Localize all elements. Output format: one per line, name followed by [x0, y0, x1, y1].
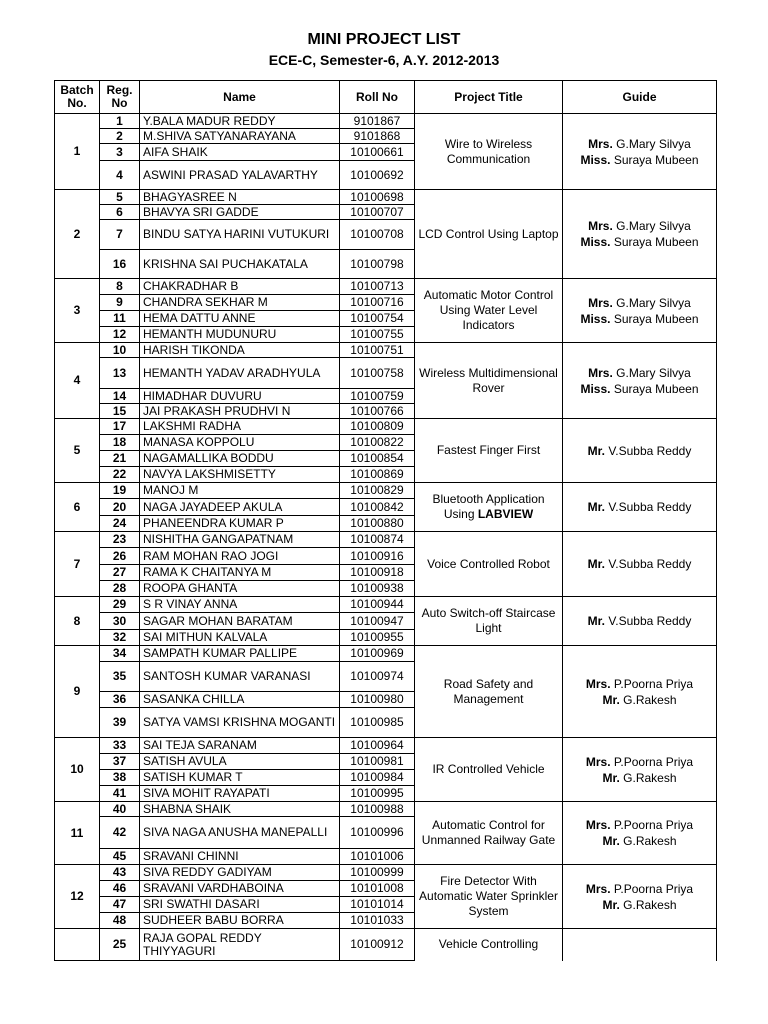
project-title-bold: LABVIEW	[477, 507, 534, 521]
project-title-text: Bluetooth Application Using	[432, 492, 545, 521]
guide-prefix: Mrs.	[585, 754, 611, 769]
student-name: SIVA REDDY GADIYAM	[140, 865, 340, 881]
batch-number: 2	[55, 190, 100, 279]
guide-line	[565, 881, 714, 897]
student-name: MANASA KOPPOLU	[140, 435, 340, 451]
guide-line	[565, 499, 714, 515]
reg-number: 38	[100, 770, 140, 786]
student-name: RAJA GOPAL REDDY THIYYAGURI	[140, 929, 340, 961]
project-title	[415, 646, 563, 738]
project-title-text: Fire Detector With Automatic Water Sprinkler System	[419, 874, 558, 918]
project-title-text: Fastest Finger First	[436, 443, 541, 457]
student-name: NAVYA LAKSHMISETTY	[140, 467, 340, 483]
batch-number: 6	[55, 483, 100, 532]
guide-prefix: Mrs.	[588, 365, 613, 380]
table-row	[55, 419, 717, 435]
roll-number: 10101006	[340, 849, 415, 865]
guide-line	[565, 770, 714, 786]
table-row	[55, 646, 717, 662]
project-table	[54, 80, 717, 961]
reg-number: 17	[100, 419, 140, 435]
roll-number: 10101008	[340, 881, 415, 897]
reg-number: 11	[100, 311, 140, 327]
roll-number: 10100944	[340, 597, 415, 613]
roll-number: 10100981	[340, 754, 415, 770]
student-name: NAGAMALLIKA BODDU	[140, 451, 340, 467]
student-name: SHABNA SHAIK	[140, 802, 340, 817]
roll-number: 10100918	[340, 565, 415, 581]
guide-name: G.Rakesh	[623, 770, 677, 785]
reg-number: 41	[100, 786, 140, 802]
reg-number: 37	[100, 754, 140, 770]
guide-line	[565, 613, 714, 629]
student-name: HIMADHAR DUVURU	[140, 389, 340, 404]
student-name: SASANKA CHILLA	[140, 692, 340, 708]
student-name: AIFA SHAIK	[140, 144, 340, 161]
guide-line	[565, 381, 714, 397]
guide-prefix: Mr.	[602, 897, 620, 912]
student-name: SRAVANI VARDHABOINA	[140, 881, 340, 897]
reg-number: 29	[100, 597, 140, 613]
table-body	[55, 114, 717, 961]
roll-number: 9101868	[340, 129, 415, 144]
roll-number: 10100716	[340, 295, 415, 311]
batch-number: 5	[55, 419, 100, 483]
guide-cell	[563, 865, 717, 929]
guide-prefix: Mr.	[587, 614, 606, 628]
roll-number: 10100999	[340, 865, 415, 881]
batch-number: 7	[55, 532, 100, 597]
roll-number: 10100980	[340, 692, 415, 708]
roll-number: 10100969	[340, 646, 415, 662]
student-name: RAM MOHAN RAO JOGI	[140, 548, 340, 565]
student-name: SANTOSH KUMAR VARANASI	[140, 662, 340, 692]
student-name: NAGA JAYADEEP AKULA	[140, 499, 340, 516]
student-name: SAMPATH KUMAR PALLIPE	[140, 646, 340, 662]
guide-name: Suraya Mubeen	[613, 152, 699, 167]
student-name: HEMANTH YADAV ARADHYULA	[140, 358, 340, 389]
reg-number: 21	[100, 451, 140, 467]
guide-prefix: Miss.	[580, 311, 611, 326]
student-name: CHAKRADHAR B	[140, 279, 340, 295]
batch-number: 1	[55, 114, 100, 190]
guide-line	[565, 234, 714, 250]
roll-number: 9101867	[340, 114, 415, 129]
batch-number: 12	[55, 865, 100, 929]
student-name: RAMA K CHAITANYA M	[140, 565, 340, 581]
guide-cell	[563, 483, 717, 532]
student-name: SAGAR MOHAN BARATAM	[140, 613, 340, 630]
guide-cell	[563, 929, 717, 961]
roll-number: 10100984	[340, 770, 415, 786]
guide-prefix: Mr.	[587, 557, 606, 571]
guide-cell	[563, 114, 717, 190]
table-row	[55, 190, 717, 205]
project-title	[415, 532, 563, 597]
table-row	[55, 597, 717, 613]
reg-number: 19	[100, 483, 140, 499]
reg-number: 33	[100, 738, 140, 754]
table-row	[55, 738, 717, 754]
student-name: HARISH TIKONDA	[140, 343, 340, 358]
student-name: BHAVYA SRI GADDE	[140, 205, 340, 220]
guide-name: Suraya Mubeen	[613, 235, 699, 249]
guide-line	[565, 311, 714, 327]
table-row	[55, 279, 717, 295]
guide-cell	[563, 279, 717, 343]
reg-number: 4	[100, 161, 140, 190]
roll-number: 10100698	[340, 190, 415, 205]
roll-number: 10100854	[340, 451, 415, 467]
reg-number: 22	[100, 467, 140, 483]
guide-prefix: Mrs.	[585, 881, 611, 896]
student-name: M.SHIVA SATYANARAYANA	[140, 129, 340, 144]
guide-cell	[563, 597, 717, 646]
reg-number: 47	[100, 897, 140, 913]
roll-number: 10100707	[340, 205, 415, 220]
reg-number: 42	[100, 817, 140, 849]
guide-line	[565, 365, 714, 381]
roll-number: 10100708	[340, 220, 415, 250]
student-name: Y.BALA MADUR REDDY	[140, 114, 340, 129]
header-reg: Reg. No	[100, 81, 140, 114]
roll-number: 10100692	[340, 161, 415, 190]
roll-number: 10100996	[340, 817, 415, 849]
header-name: Name	[140, 81, 340, 114]
roll-number: 10101014	[340, 897, 415, 913]
batch-number	[55, 929, 100, 961]
student-name: S R VINAY ANNA	[140, 597, 340, 613]
table-row	[55, 114, 717, 129]
student-name: SAI TEJA SARANAM	[140, 738, 340, 754]
page-subtitle: ECE-C, Semester-6, A.Y. 2012-2013	[268, 52, 500, 68]
roll-number: 10100974	[340, 662, 415, 692]
project-title	[415, 419, 563, 483]
page-title: MINI PROJECT LIST	[307, 31, 461, 48]
project-title-text: Wireless Multidimensional Rover	[419, 365, 558, 395]
project-title	[415, 483, 563, 532]
reg-number: 1	[100, 114, 140, 129]
reg-number: 3	[100, 144, 140, 161]
reg-number: 34	[100, 646, 140, 662]
reg-number: 12	[100, 327, 140, 343]
roll-number: 10100938	[340, 581, 415, 597]
header-roll: Roll No	[340, 81, 415, 114]
roll-number: 10100766	[340, 404, 415, 419]
batch-number: 3	[55, 279, 100, 343]
project-title-text: Wire to Wireless Communication	[444, 136, 533, 166]
reg-number: 45	[100, 849, 140, 865]
reg-number: 13	[100, 358, 140, 389]
roll-number: 10100995	[340, 786, 415, 802]
guide-prefix: Mrs.	[588, 219, 613, 233]
roll-number: 10100754	[340, 311, 415, 327]
batch-number: 10	[55, 738, 100, 802]
student-name: LAKSHMI RADHA	[140, 419, 340, 435]
project-title	[415, 343, 563, 419]
project-title	[415, 865, 563, 929]
reg-number: 46	[100, 881, 140, 897]
reg-number: 15	[100, 404, 140, 419]
guide-name: Suraya Mubeen	[613, 311, 699, 326]
project-title-text: Road Safety and Management	[443, 676, 534, 706]
roll-number: 10100964	[340, 738, 415, 754]
project-title-text: Automatic Control for Unmanned Railway Gate	[421, 818, 556, 847]
table-row	[55, 865, 717, 881]
project-title	[415, 929, 563, 961]
project-title-text: Auto Switch-off Staircase Light	[421, 606, 556, 635]
student-name: SIVA MOHIT RAYAPATI	[140, 786, 340, 802]
reg-number: 30	[100, 613, 140, 630]
student-name: SIVA NAGA ANUSHA MANEPALLI	[140, 817, 340, 849]
reg-number: 39	[100, 708, 140, 738]
guide-name: V.Subba Reddy	[608, 500, 692, 514]
guide-prefix: Miss.	[580, 235, 611, 249]
project-title	[415, 597, 563, 646]
student-name: MANOJ M	[140, 483, 340, 499]
guide-cell	[563, 802, 717, 865]
reg-number: 28	[100, 581, 140, 597]
roll-number: 10100874	[340, 532, 415, 548]
roll-number: 10100751	[340, 343, 415, 358]
guide-line	[565, 833, 714, 849]
roll-number: 10100988	[340, 802, 415, 817]
reg-number: 2	[100, 129, 140, 144]
header-batch: Batch No.	[55, 81, 100, 114]
guide-prefix: Mrs.	[585, 676, 611, 691]
guide-name: G.Rakesh	[623, 897, 677, 912]
guide-prefix: Mr.	[602, 692, 620, 707]
project-title-text: Automatic Motor Control Using Water Level Indicators	[423, 288, 554, 332]
roll-number: 10100955	[340, 630, 415, 646]
table-row	[55, 929, 717, 961]
reg-number: 9	[100, 295, 140, 311]
student-name: SATISH AVULA	[140, 754, 340, 770]
guide-prefix: Mr.	[587, 443, 606, 458]
project-title	[415, 190, 563, 279]
reg-number: 26	[100, 548, 140, 565]
reg-number: 20	[100, 499, 140, 516]
guide-prefix: Mr.	[587, 500, 606, 514]
guide-line	[565, 295, 714, 311]
roll-number: 10100829	[340, 483, 415, 499]
reg-number: 14	[100, 389, 140, 404]
student-name: SAI MITHUN KALVALA	[140, 630, 340, 646]
guide-name: G.Mary Silvya	[616, 365, 691, 380]
student-name: KRISHNA SAI PUCHAKATALA	[140, 250, 340, 279]
guide-name: P.Poorna Priya	[613, 818, 694, 832]
reg-number: 48	[100, 913, 140, 929]
guide-prefix: Mrs.	[588, 295, 613, 310]
roll-number: 10100869	[340, 467, 415, 483]
guide-name: V.Subba Reddy	[608, 557, 692, 571]
guide-cell	[563, 738, 717, 802]
guide-line	[565, 817, 714, 833]
roll-number: 10100798	[340, 250, 415, 279]
batch-number: 4	[55, 343, 100, 419]
student-name: JAI PRAKASH PRUDHVI N	[140, 404, 340, 419]
guide-line	[565, 897, 714, 913]
reg-number: 16	[100, 250, 140, 279]
roll-number: 10100755	[340, 327, 415, 343]
reg-number: 32	[100, 630, 140, 646]
reg-number: 35	[100, 662, 140, 692]
guide-cell	[563, 419, 717, 483]
roll-number: 10100880	[340, 516, 415, 532]
student-name: SUDHEER BABU BORRA	[140, 913, 340, 929]
project-title	[415, 114, 563, 190]
reg-number: 5	[100, 190, 140, 205]
student-name: ASWINI PRASAD YALAVARTHY	[140, 161, 340, 190]
guide-name: G.Mary Silvya	[616, 219, 691, 233]
table-header-row	[55, 81, 717, 114]
roll-number: 10100758	[340, 358, 415, 389]
project-title-text: IR Controlled Vehicle	[432, 762, 545, 776]
guide-line	[565, 152, 714, 168]
roll-number: 10100947	[340, 613, 415, 630]
guide-name: G.Rakesh	[623, 692, 677, 707]
student-name: HEMA DATTU ANNE	[140, 311, 340, 327]
guide-prefix: Miss.	[580, 381, 611, 396]
reg-number: 6	[100, 205, 140, 220]
reg-number: 25	[100, 929, 140, 961]
project-title	[415, 802, 563, 865]
student-name: PHANEENDRA KUMAR P	[140, 516, 340, 532]
guide-line	[565, 136, 714, 152]
student-name: SATISH KUMAR T	[140, 770, 340, 786]
student-name: CHANDRA SEKHAR M	[140, 295, 340, 311]
guide-line	[565, 692, 714, 708]
reg-number: 43	[100, 865, 140, 881]
project-title-text: LCD Control Using Laptop	[418, 226, 559, 241]
guide-line	[565, 754, 714, 770]
table-row	[55, 343, 717, 358]
reg-number: 36	[100, 692, 140, 708]
guide-cell	[563, 532, 717, 597]
reg-number: 7	[100, 220, 140, 250]
header-guide: Guide	[563, 81, 717, 114]
guide-line	[565, 218, 714, 234]
project-title	[415, 279, 563, 343]
guide-prefix: Mrs.	[588, 136, 613, 151]
roll-number: 10100912	[340, 929, 415, 961]
guide-name: G.Mary Silvya	[616, 136, 691, 151]
roll-number: 10100809	[340, 419, 415, 435]
reg-number: 24	[100, 516, 140, 532]
reg-number: 8	[100, 279, 140, 295]
guide-name: P.Poorna Priya	[613, 676, 694, 691]
guide-cell	[563, 646, 717, 738]
student-name: SRAVANI CHINNI	[140, 849, 340, 865]
project-title-text: Voice Controlled Robot	[427, 556, 550, 571]
batch-number: 9	[55, 646, 100, 738]
reg-number: 10	[100, 343, 140, 358]
project-title	[415, 738, 563, 802]
roll-number: 10100822	[340, 435, 415, 451]
roll-number: 10101033	[340, 913, 415, 929]
batch-number: 8	[55, 597, 100, 646]
project-title-text: Vehicle Controlling	[438, 937, 539, 952]
guide-name: Suraya Mubeen	[613, 381, 699, 396]
guide-cell	[563, 190, 717, 279]
table-row	[55, 802, 717, 817]
header-title: Project Title	[415, 81, 563, 114]
roll-number: 10100759	[340, 389, 415, 404]
roll-number: 10100916	[340, 548, 415, 565]
reg-number: 18	[100, 435, 140, 451]
student-name: BINDU SATYA HARINI VUTUKURI	[140, 220, 340, 250]
reg-number: 27	[100, 565, 140, 581]
table-row	[55, 483, 717, 499]
reg-number: 23	[100, 532, 140, 548]
roll-number: 10100661	[340, 144, 415, 161]
roll-number: 10100713	[340, 279, 415, 295]
guide-prefix: Mr.	[602, 770, 620, 785]
roll-number: 10100985	[340, 708, 415, 738]
guide-name: P.Poorna Priya	[613, 754, 694, 769]
student-name: HEMANTH MUDUNURU	[140, 327, 340, 343]
student-name: ROOPA GHANTA	[140, 581, 340, 597]
reg-number: 40	[100, 802, 140, 817]
table-row	[55, 532, 717, 548]
guide-prefix: Mr.	[602, 834, 620, 848]
roll-number: 10100842	[340, 499, 415, 516]
guide-name: G.Mary Silvya	[616, 295, 691, 310]
guide-prefix: Miss.	[580, 152, 611, 167]
guide-prefix: Mrs.	[585, 818, 611, 832]
guide-name: P.Poorna Priya	[613, 881, 694, 896]
guide-line	[565, 556, 714, 572]
guide-cell	[563, 343, 717, 419]
guide-name: V.Subba Reddy	[608, 614, 692, 628]
guide-line	[565, 443, 714, 459]
batch-number: 11	[55, 802, 100, 865]
guide-line	[565, 676, 714, 692]
guide-name: V.Subba Reddy	[608, 443, 692, 458]
student-name: NISHITHA GANGAPATNAM	[140, 532, 340, 548]
student-name: SRI SWATHI DASARI	[140, 897, 340, 913]
guide-name: G.Rakesh	[623, 834, 677, 848]
student-name: SATYA VAMSI KRISHNA MOGANTI	[140, 708, 340, 738]
student-name: BHAGYASREE N	[140, 190, 340, 205]
